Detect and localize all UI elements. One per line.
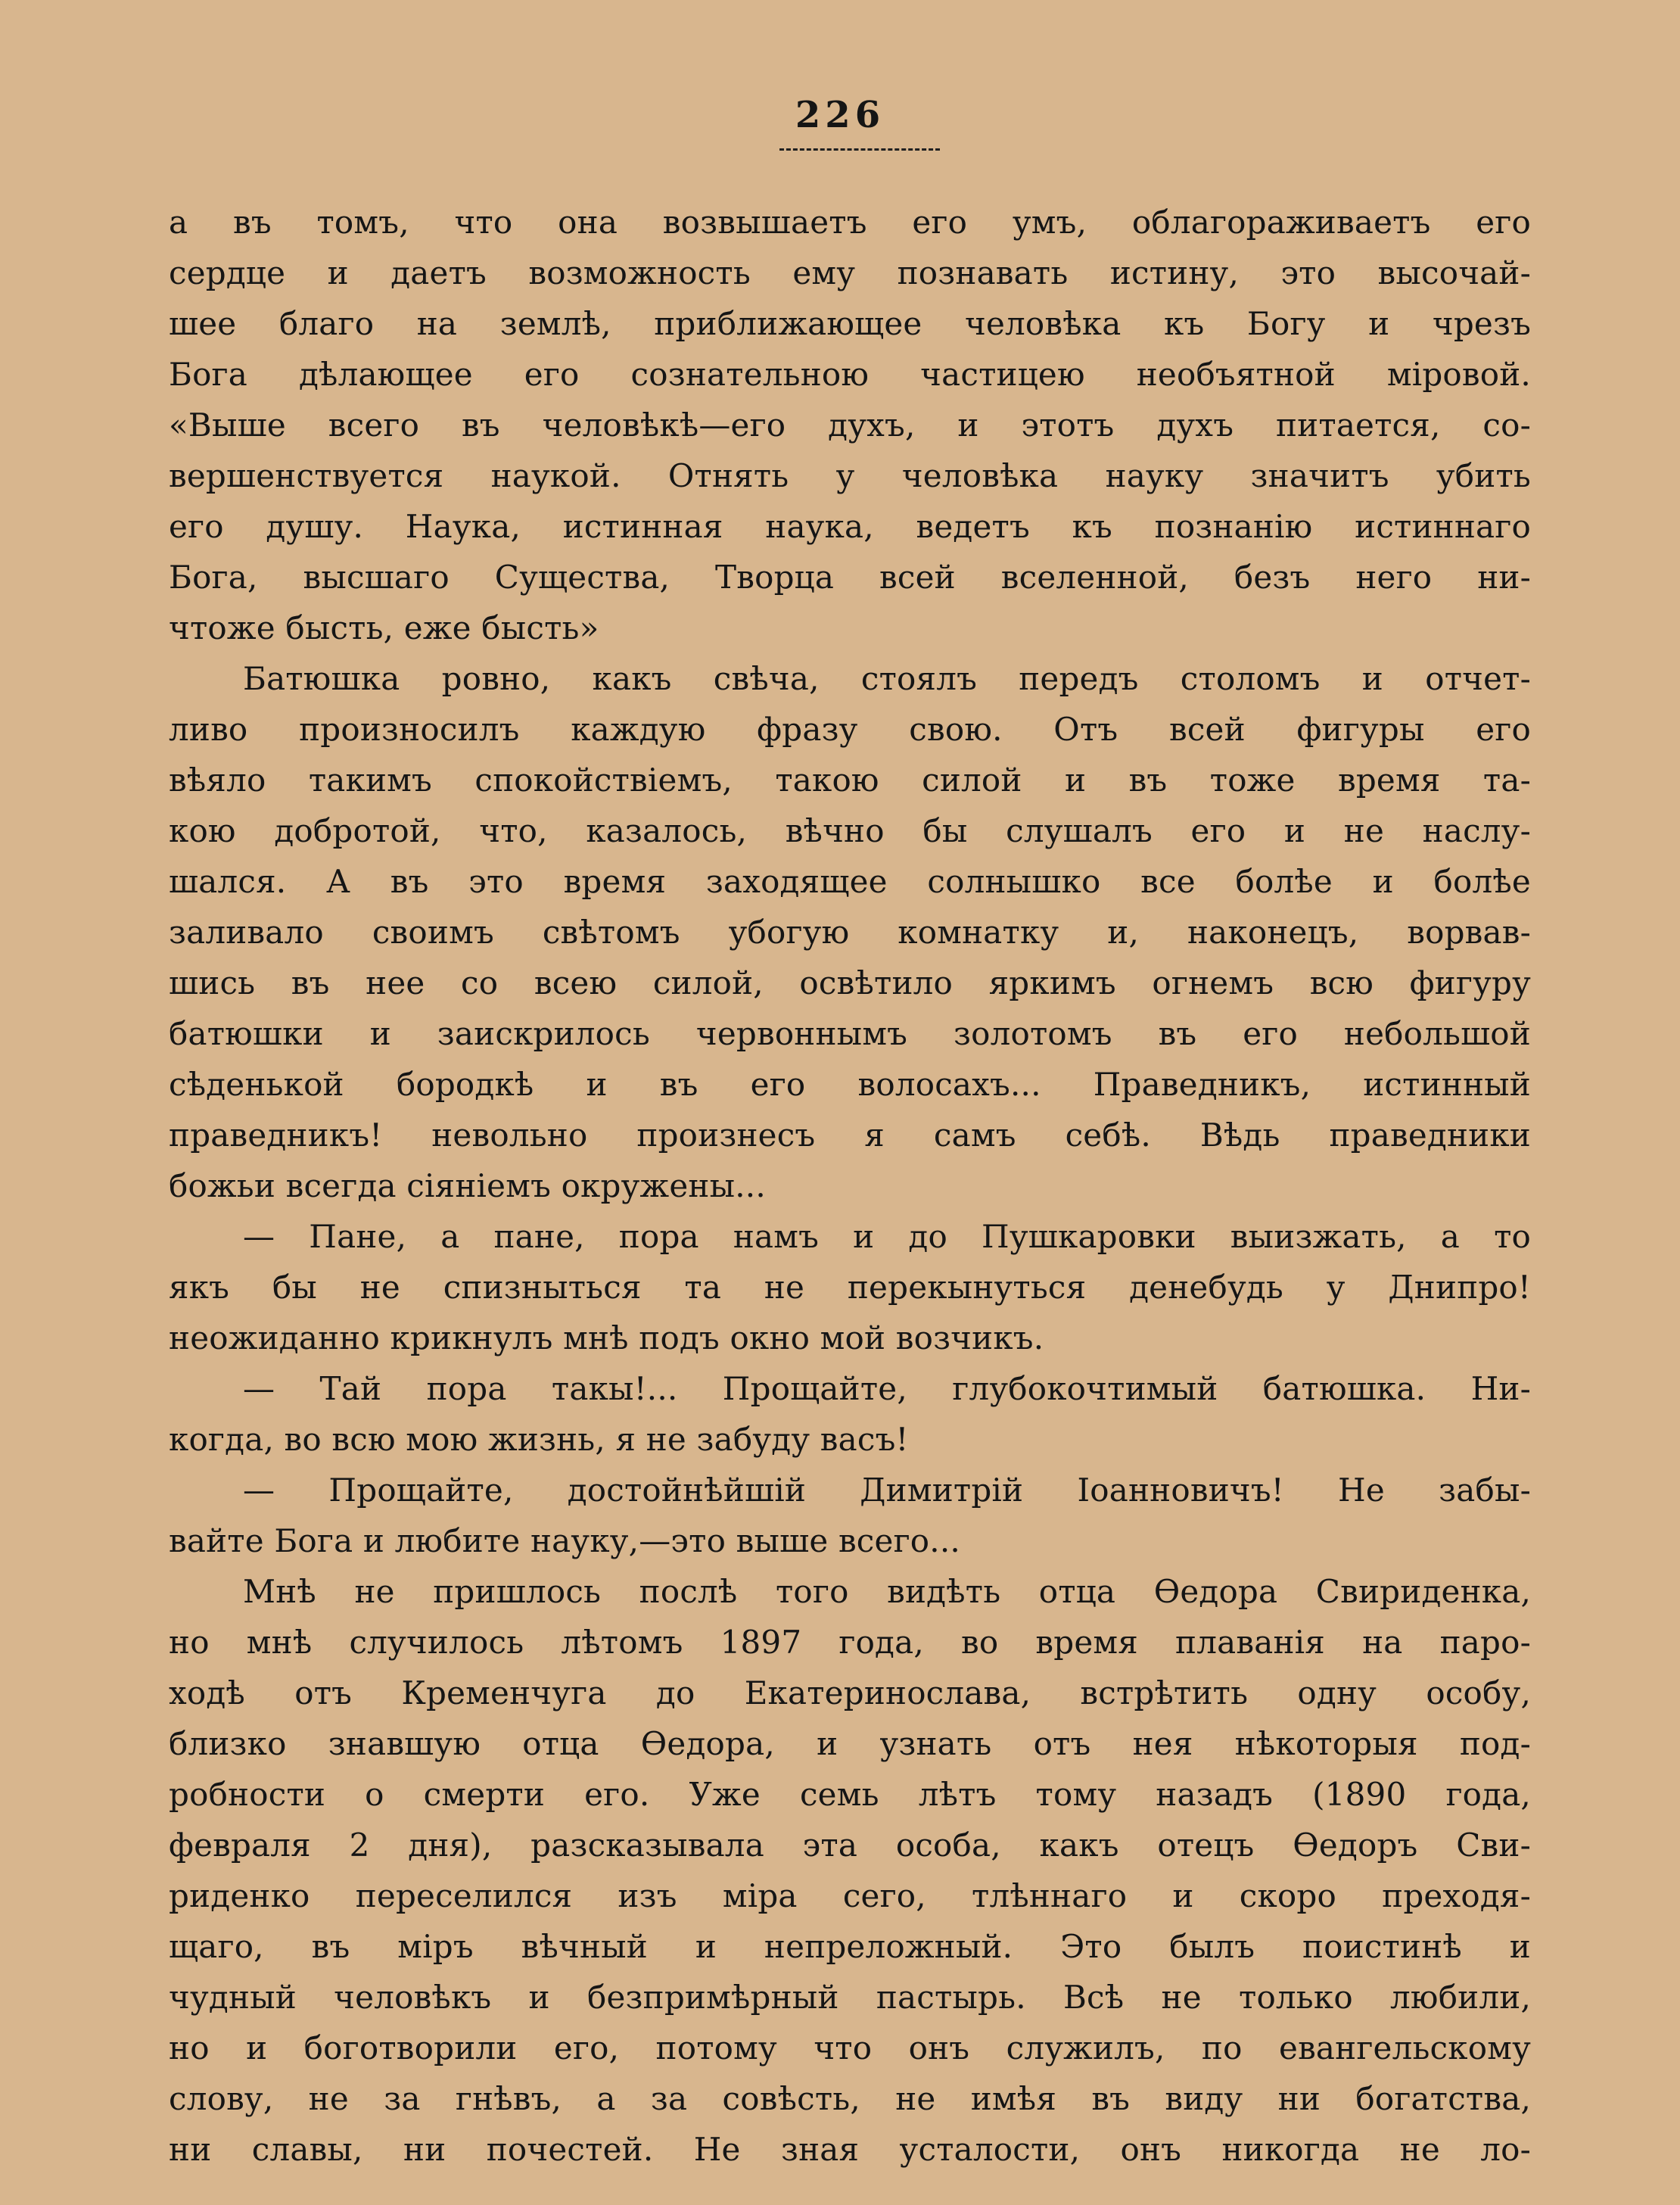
dialogue-first-line: — Пане, а пане, пора намъ и до Пушкаровки выизжать, а то	[243, 1218, 1531, 1255]
paragraph-first-line: Батюшка ровно, какъ свѣча, стоялъ передъ столомъ и отчет-	[243, 660, 1531, 697]
dialogue-end-line: когда, во всю мою жизнь, я не забуду васъ!	[169, 1421, 909, 1458]
text-line: кою добротой, что, казалось, вѣчно бы слушалъ его и не наслу-	[169, 812, 1531, 849]
text-line: чудный человѣкъ и безпримѣрный пастырь. Всѣ не только любили,	[169, 1979, 1531, 2016]
text-line: вѣяло такимъ спокойствіемъ, такою силой и въ тоже время та-	[169, 761, 1531, 799]
text-line: батюшки и заискрилось червоннымъ золотомъ въ его небольшой	[169, 1015, 1531, 1052]
text-line: ни славы, ни почестей. Не зная усталости, онъ никогда не ло-	[169, 2131, 1531, 2168]
text-line: вершенствуется наукой. Отнять у человѣка науку значитъ убить	[169, 457, 1531, 494]
text-line: шался. А въ это время заходящее солнышко все болѣе и болѣе	[169, 863, 1531, 900]
text-line: риденко переселился изъ міра сего, тлѣннаго и скоро преходя-	[169, 1877, 1531, 1914]
text-line: шее благо на землѣ, приближающее человѣка къ Богу и чрезъ	[169, 305, 1531, 342]
text-line: Бога, высшаго Существа, Творца всей вселенной, безъ него ни-	[169, 559, 1531, 596]
text-line: слову, не за гнѣвъ, а за совѣсть, не имѣя въ виду ни богатства,	[169, 2080, 1531, 2117]
text-line: шись въ нее со всею силой, освѣтило яркимъ огнемъ всю фигуру	[169, 964, 1531, 1001]
page-number: 226	[795, 94, 885, 136]
dialogue-end-line: неожиданно крикнулъ мнѣ подъ окно мой возчикъ.	[169, 1319, 1044, 1356]
text-line: ходѣ отъ Кременчуга до Екатеринослава, встрѣтить одну особу,	[169, 1674, 1531, 1711]
text-line: ливо произносилъ каждую фразу свою. Отъ всей фигуры его	[169, 711, 1531, 748]
text-line: а въ томъ, что она возвышаетъ его умъ, облагораживаетъ его	[169, 204, 1531, 241]
text-line: но мнѣ случилось лѣтомъ 1897 года, во время плаванія на паро-	[169, 1624, 1531, 1661]
body-text	[169, 197, 1531, 2175]
paragraph-end-line: чтоже бысть, еже бысть»	[169, 609, 599, 646]
page-number-rule	[779, 148, 940, 151]
text-line: но и боготворили его, потому что онъ служилъ, по евангельскому	[169, 2029, 1531, 2066]
text-line: близко знавшую отца Ѳедора, и узнать отъ нея нѣкоторыя под-	[169, 1725, 1531, 1762]
text-line: февраля 2 дня), разсказывала эта особа, какъ отецъ Ѳедоръ Сви-	[169, 1827, 1531, 1864]
text-line: Бога дѣлающее его сознательною частицею необъятной міровой.	[169, 356, 1531, 393]
text-line: щаго, въ міръ вѣчный и непреложный. Это былъ поистинѣ и	[169, 1928, 1531, 1965]
dialogue-end-line: вайте Бога и любите науку,—это выше всего...	[169, 1522, 960, 1559]
text-line: «Выше всего въ человѣкѣ—его духъ, и этотъ духъ питается, со-	[169, 406, 1531, 444]
paragraph-first-line: Мнѣ не пришлось послѣ того видѣть отца Ѳедора Свириденка,	[243, 1573, 1531, 1610]
paragraph-end-line: божьи всегда сіяніемъ окружены...	[169, 1167, 766, 1204]
text-line: сѣденькой бородкѣ и въ его волосахъ... Праведникъ, истинный	[169, 1066, 1531, 1103]
text-line: его душу. Наука, истинная наука, ведетъ къ познанію истиннаго	[169, 508, 1531, 545]
dialogue-first-line: — Прощайте, достойнѣйшій Димитрій Іоанновичъ! Не забы-	[243, 1472, 1531, 1509]
text-line: праведникъ! невольно произнесъ я самъ себѣ. Вѣдь праведники	[169, 1117, 1531, 1154]
text-line: робности о смерти его. Уже семь лѣтъ тому назадъ (1890 года,	[169, 1776, 1531, 1813]
text-line: заливало своимъ свѣтомъ убогую комнатку и, наконецъ, ворвав-	[169, 914, 1531, 951]
dialogue-line: якъ бы не спизныться та не перекынуться денебудь у Днипро!	[169, 1269, 1531, 1306]
dialogue-first-line: — Тай пора такы!... Прощайте, глубокочтимый батюшка. Ни-	[243, 1370, 1531, 1407]
text-line: сердце и даетъ возможность ему познавать истину, это высочай-	[169, 254, 1531, 291]
